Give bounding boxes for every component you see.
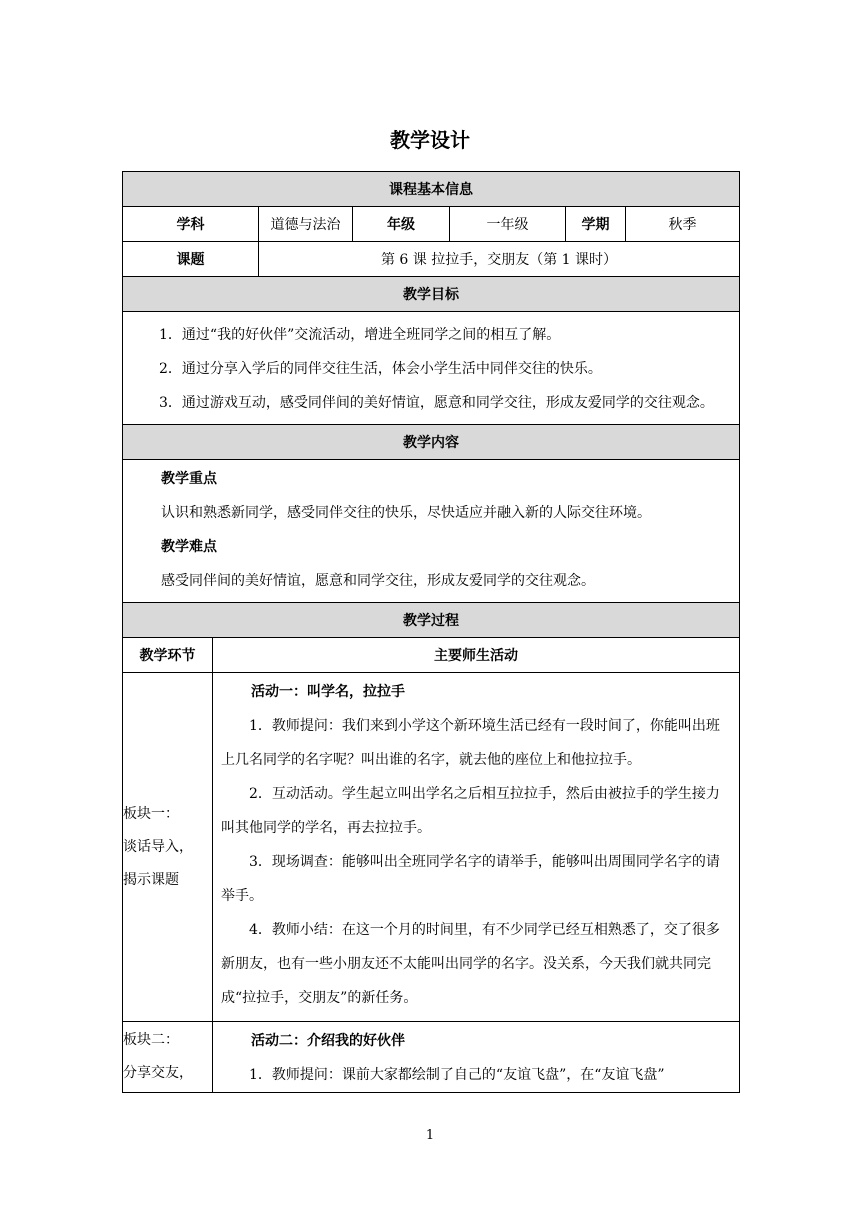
difficulty-label: 教学难点	[161, 539, 217, 555]
module1-label-line: 揭示课题	[123, 871, 179, 888]
activity2-title: 活动二：介绍我的好伙伴	[251, 1033, 405, 1049]
objectives-header: 教学目标	[123, 277, 740, 312]
activity-step: 1．教师提问：课前大家都绘制了自己的“友谊飞盘”，在“友谊飞盘”	[249, 1067, 665, 1083]
page-number: 1	[425, 1128, 435, 1143]
lesson-plan-table	[122, 171, 740, 1093]
key-point-text: 认识和熟悉新同学，感受同伴交往的快乐，尽快适应并融入新的人际交往环境。	[161, 505, 651, 521]
activity-step: 3．现场调查：能够叫出全班同学名字的请举手，能够叫出周围同学名字的请举手。	[221, 854, 720, 904]
objective-item: 1．通过“我的好伙伴”交流活动，增进全班同学之间的相互了解。	[159, 327, 561, 343]
grade-value: 一年级	[450, 207, 566, 242]
objective-item: 2．通过分享入学后的同伴交往生活，体会小学生活中同伴交往的快乐。	[159, 361, 602, 377]
content-header: 教学内容	[123, 425, 740, 460]
activity-step: 2．互动活动。学生起立叫出学名之后相互拉拉手，然后由被拉手的学生接力叫其他同学的学名，再去拉拉手。	[221, 786, 720, 836]
module2-label-line: 分享交友，	[123, 1065, 193, 1081]
term-value: 秋季	[626, 207, 740, 242]
subject-value: 道德与法治	[259, 207, 353, 242]
activity1-title: 活动一：叫学名，拉拉手	[251, 684, 405, 700]
objective-item: 3．通过游戏互动，感受同伴间的美好情谊，愿意和同学交往，形成友爱同学的交往观念。	[159, 395, 714, 411]
module2-activities	[213, 1022, 740, 1093]
process-col-activities: 主要师生活动	[213, 638, 740, 673]
grade-label: 年级	[353, 207, 450, 242]
module1-label	[123, 673, 213, 1022]
topic-value: 第 6 课 拉拉手，交朋友（第 1 课时）	[259, 242, 740, 277]
difficulty-text: 感受同伴间的美好情谊，愿意和同学交往，形成友爱同学的交往观念。	[161, 573, 595, 589]
module1-activities	[213, 673, 740, 1022]
key-point-label: 教学重点	[161, 471, 217, 487]
activity-step: 1．教师提问：我们来到小学这个新环境生活已经有一段时间了，你能叫出班上几名同学的名字呢？叫出谁的名字，就去他的座位上和他拉拉手。	[221, 718, 720, 768]
objectives-cell	[123, 312, 740, 425]
module1-label-line: 谈话导入，	[123, 838, 193, 855]
subject-label: 学科	[123, 207, 259, 242]
process-col-stage: 教学环节	[123, 638, 213, 673]
basic-info-header: 课程基本信息	[123, 172, 740, 207]
topic-label: 课题	[123, 242, 259, 277]
term-label: 学期	[566, 207, 626, 242]
process-header: 教学过程	[123, 603, 740, 638]
module2-label-line: 板块二：	[123, 1032, 179, 1048]
module2-label	[123, 1022, 213, 1093]
page-title: 教学设计	[390, 128, 470, 152]
module1-label-line: 板块一：	[123, 805, 179, 822]
activity-step: 4．教师小结：在这一个月的时间里，有不少同学已经互相熟悉了，交了很多新朋友，也有一些小朋友还不太能叫出同学的名字。没关系，今天我们就共同完成“拉拉手，交朋友”的新任务。	[221, 922, 720, 1006]
content-cell	[123, 460, 740, 603]
